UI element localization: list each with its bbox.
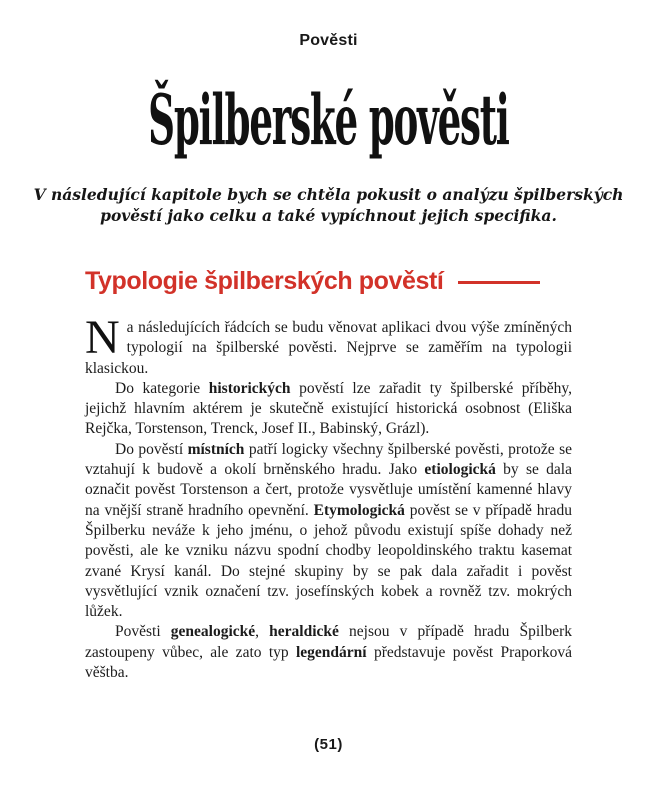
chapter-title: Špilberské pověsti xyxy=(148,79,509,161)
text-run: patří logicky všechny špilberské pověsti, protože se vztahují k budově a okolí brněnského hradu. Jako xyxy=(85,440,572,479)
bold-term: místních xyxy=(187,440,245,458)
section-heading-text: Typologie špilberských pověstí xyxy=(85,267,444,295)
text-run: Pověsti xyxy=(115,623,171,641)
text-run: Do pověstí xyxy=(115,440,188,458)
text-run: nejsou v případě hradu Špilberk zastoupeny vůbec, ale zato typ xyxy=(85,623,572,661)
body-paragraph xyxy=(85,311,572,379)
bold-term: genealogické xyxy=(170,623,256,641)
text-run: Do kategorie xyxy=(115,379,209,397)
bold-term: Etymologická xyxy=(313,501,405,519)
bold-term: heraldické xyxy=(269,623,339,641)
body-paragraph xyxy=(85,379,572,440)
heading-rule xyxy=(458,281,540,284)
body-paragraph xyxy=(85,440,572,623)
chapter-subtitle xyxy=(0,184,657,226)
text-run: představuje pověst Praporková věštba. xyxy=(85,643,572,682)
text-run: pověst se v případě hradu Špilberku neváže k jeho jménu, o jehož původu existují spíše dohady než pověsti, ale ke vzniku názvu spodní chodby leopoldinského traktu kasemat zvané Krysí kanál. Do stejné skupiny by se pak dala zařadit i pověst vysvětlující vznik označení tzv. josefínských kobek a rovněž tzv. mokrých lůžek. xyxy=(85,501,572,621)
body-text xyxy=(85,311,573,683)
subtitle-line-1: V následující kapitole bych se chtěla pokusit o analýzu špilberských xyxy=(33,185,624,204)
text-run: a následujících řádcích se budu věnovat aplikaci dvou výše zmíněných typologií na špilberské pověsti. Nejprve se zaměřím na typologii klasickou. xyxy=(85,319,572,377)
text-run: by se dala označit pověst Torstenson a čert, protože vysvětluje umístění kamenné hlavy na vnější straně hradního opevnění. xyxy=(85,461,572,519)
drop-cap: N xyxy=(85,311,120,364)
body-paragraph xyxy=(85,622,572,683)
bold-term: historických xyxy=(208,379,291,397)
chapter-title-block xyxy=(0,80,657,162)
bold-term: legendární xyxy=(295,643,367,661)
text-run: , xyxy=(255,623,270,641)
page-number: (51) xyxy=(314,736,343,753)
subtitle-line-2: pověstí jako celku a také vypíchnout jejich specifika. xyxy=(100,206,557,225)
section-heading xyxy=(85,267,572,296)
running-header: Pověsti xyxy=(299,32,358,49)
text-run: pověstí lze zařadit ty špilberské příběhy, jejichž hlavním aktérem je skutečně existující historická osobnost (Eliška Rejčka, Torstenson, Trenck, Josef II., Babinský, Grázl). xyxy=(85,379,573,438)
bold-term: etiologická xyxy=(424,461,496,479)
page-content xyxy=(0,267,657,683)
